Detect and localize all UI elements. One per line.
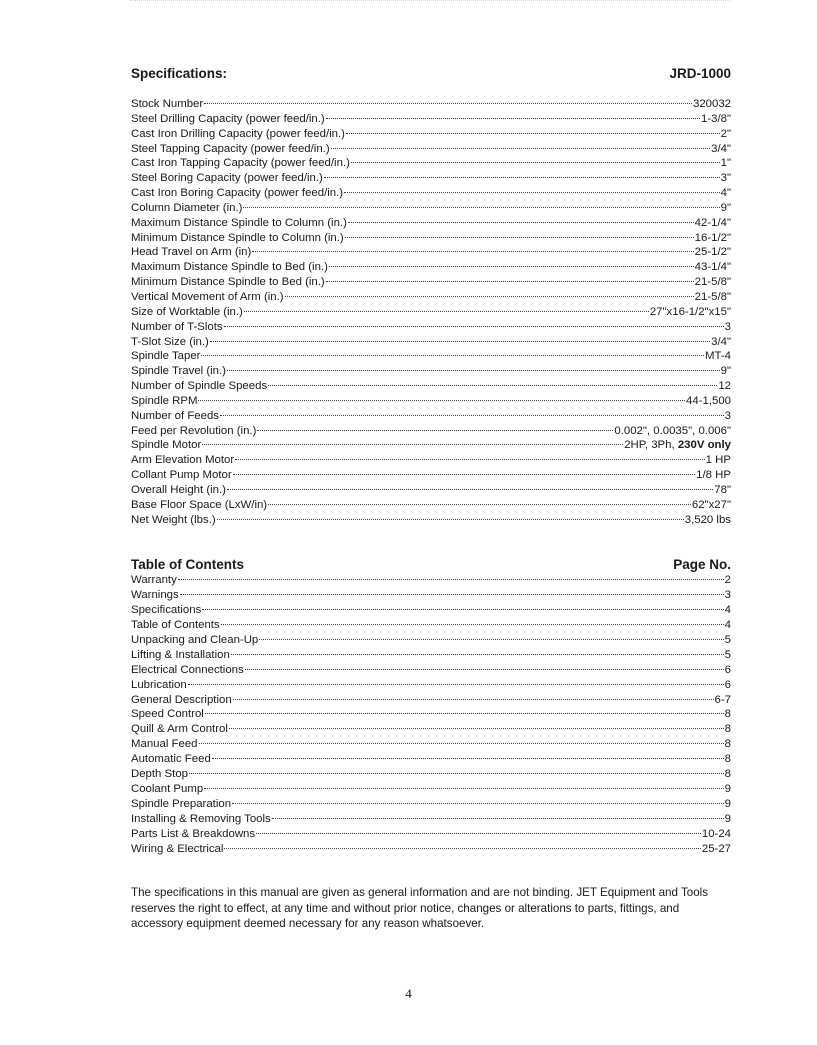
toc-row-value: 6 (724, 678, 731, 691)
toc-row (131, 618, 731, 633)
dot-leader (178, 579, 724, 580)
toc-row (131, 797, 731, 812)
dot-leader (252, 251, 693, 252)
spec-row (131, 97, 731, 112)
toc-row-label: Lifting & Installation (131, 648, 230, 661)
toc-row-value: 9 (724, 783, 731, 796)
toc-list (131, 573, 731, 857)
toc-row-label: Wiring & Electrical (131, 842, 224, 855)
dot-leader (272, 818, 724, 819)
spec-row-label: Overall Height (in.) (131, 483, 226, 496)
toc-row-label: Warnings (131, 588, 179, 601)
toc-row-value: 10-24 (701, 827, 731, 840)
dot-leader (233, 474, 696, 475)
spec-row-label: Collant Pump Motor (131, 469, 232, 482)
toc-row-label: Electrical Connections (131, 663, 244, 676)
dot-leader (229, 728, 724, 729)
spec-row-label: Spindle Taper (131, 350, 201, 363)
dot-leader (212, 758, 724, 759)
dot-leader (199, 743, 724, 744)
spec-row-label: Arm Elevation Motor (131, 454, 235, 467)
spec-row-label: Maximum Distance Spindle to Bed (in.) (131, 261, 328, 274)
specifications-header (131, 66, 731, 82)
dot-leader (227, 370, 720, 371)
dot-leader (259, 639, 723, 640)
toc-row (131, 782, 731, 797)
dot-leader (204, 788, 723, 789)
spec-row-value: 44-1,500 (686, 394, 731, 407)
toc-row (131, 812, 731, 827)
spec-row (131, 453, 731, 468)
dot-leader (224, 848, 700, 849)
dot-leader (221, 624, 724, 625)
spec-row-value: 12 (718, 380, 731, 393)
spec-row-value: 2" (720, 127, 731, 140)
spec-row-value: MT-4 (705, 350, 731, 363)
dot-leader (324, 177, 720, 178)
toc-row (131, 573, 731, 588)
spec-row (131, 498, 731, 513)
spec-row-value: 9" (720, 201, 731, 214)
toc-row-value: 2 (724, 574, 731, 586)
toc-row-value: 4 (724, 618, 731, 631)
spec-row-label: Feed per Revolution (in.) (131, 424, 257, 437)
spec-row-label: Number of Feeds (131, 409, 219, 422)
dot-leader (217, 519, 684, 520)
spec-row (131, 171, 731, 186)
dot-leader (189, 773, 724, 774)
toc-row (131, 737, 731, 752)
spec-row-label: Size of Worktable (in.) (131, 305, 243, 318)
spec-row (131, 513, 731, 528)
toc-row-value: 8 (724, 768, 731, 781)
spec-row-label: T-Slot Size (in.) (131, 335, 209, 348)
toc-row (131, 827, 731, 842)
spec-row-value: 27"x16-1/2"x15" (649, 305, 731, 318)
spec-row-value: 78" (714, 483, 731, 496)
toc-row (131, 752, 731, 767)
toc-row-value: 8 (724, 753, 731, 766)
toc-row-label: Lubrication (131, 678, 187, 691)
spec-row-label: Net Weight (lbs.) (131, 513, 216, 526)
dot-leader (256, 833, 701, 834)
toc-row (131, 663, 731, 678)
spec-row-value: 1" (720, 157, 731, 170)
spec-row (131, 394, 731, 409)
spec-row-label: Cast Iron Boring Capacity (power feed/in.) (131, 187, 344, 200)
dot-leader (202, 609, 723, 610)
dot-leader (345, 237, 694, 238)
toc-row-label: Speed Control (131, 708, 204, 721)
spec-row-value: 3 (724, 320, 731, 333)
spec-row (131, 216, 731, 231)
spec-row (131, 305, 731, 320)
dot-leader (244, 311, 649, 312)
dot-leader (220, 415, 724, 416)
toc-row (131, 648, 731, 663)
dot-leader (201, 355, 704, 356)
spec-row-label: Spindle Travel (in.) (131, 365, 226, 378)
dot-leader (257, 430, 613, 431)
spec-row-label: Steel Drilling Capacity (power feed/in.) (131, 112, 325, 125)
toc-row-value: 9 (724, 798, 731, 811)
spec-row (131, 127, 731, 142)
dot-leader (227, 489, 713, 490)
dot-leader (198, 400, 685, 401)
toc-row-value: 5 (724, 648, 731, 661)
dot-leader (188, 684, 724, 685)
dot-leader (180, 594, 724, 595)
spec-row (131, 260, 731, 275)
toc-row-label: Unpacking and Clean-Up (131, 633, 259, 646)
spec-row-value: 21-5/8" (694, 290, 731, 303)
spec-row (131, 335, 731, 350)
page-number: 4 (405, 986, 412, 1001)
spec-row-label: Head Travel on Arm (in) (131, 246, 252, 259)
dot-leader (351, 162, 720, 163)
spec-row-label: Minimum Distance Spindle to Bed (in.) (131, 276, 325, 289)
toc-row-label: Warranty (131, 574, 177, 586)
spec-row-label: Cast Iron Drilling Capacity (power feed/in.) (131, 127, 345, 140)
spec-row-value: 21-5/8" (694, 276, 731, 289)
dot-leader (231, 654, 724, 655)
toc-row-label: Depth Stop (131, 768, 188, 781)
spec-row-value: 42-1/4" (694, 216, 731, 229)
dot-leader (202, 444, 623, 445)
dot-leader (344, 192, 720, 193)
toc-row (131, 707, 731, 722)
spec-row-label: Number of T-Slots (131, 320, 223, 333)
toc-row-value: 8 (724, 708, 731, 721)
spec-row (131, 349, 731, 364)
dot-leader (204, 103, 692, 104)
spec-row-value: 0.002", 0.0035", 0.006" (614, 424, 731, 437)
spec-row (131, 424, 731, 439)
spec-row-value-emphasis: 230V only (677, 439, 731, 452)
spec-row (131, 290, 731, 305)
toc-row (131, 633, 731, 648)
toc-row-label: Table of Contents (131, 618, 220, 631)
toc-row-value: 5 (724, 633, 731, 646)
toc-row-value: 8 (724, 738, 731, 751)
spec-row-value: 3/4" (711, 335, 731, 348)
dot-leader (205, 713, 724, 714)
toc-row-label: Automatic Feed (131, 753, 211, 766)
dot-leader (329, 266, 694, 267)
spec-row-label: Spindle RPM (131, 394, 198, 407)
toc-row-label: Quill & Arm Control (131, 723, 228, 736)
spec-row-label: Stock Number (131, 98, 204, 110)
spec-row (131, 186, 731, 201)
dot-leader (245, 669, 724, 670)
toc-row-value: 4 (724, 603, 731, 616)
toc-row-value: 9 (724, 813, 731, 825)
spec-row-label: Cast Iron Tapping Capacity (power feed/in.) (131, 157, 350, 170)
spec-row (131, 275, 731, 290)
toc-row-label: Installing & Removing Tools (131, 813, 271, 825)
disclaimer-text: The specifications in this manual are given as general information and are not binding. JET Equipment and Tools reserves the right to effect, at any time and without prior notice, changes or alterations to parts, fittings, and accessory equipment deemed necessary for any reason whatsoever. (131, 886, 709, 930)
spec-row-label: Minimum Distance Spindle to Column (in.) (131, 231, 344, 244)
spec-row-label: Vertical Movement of Arm (in.) (131, 290, 284, 303)
toc-row-value: 3 (724, 588, 731, 601)
toc-row-label: Parts List & Breakdowns (131, 827, 256, 840)
dot-leader (326, 118, 700, 119)
spec-row-value: 320032 (692, 98, 731, 110)
dot-leader (235, 459, 704, 460)
spec-row-label: Column Diameter (in.) (131, 201, 243, 214)
dot-leader (331, 148, 711, 149)
top-cutoff-rule (130, 0, 730, 4)
spec-row-label: Base Floor Space (LxW/in) (131, 498, 268, 511)
dot-leader (346, 133, 720, 134)
spec-row (131, 201, 731, 216)
toc-row-value: 6-7 (714, 693, 731, 706)
spec-row-label: Steel Tapping Capacity (power feed/in.) (131, 142, 330, 155)
dot-leader (210, 341, 710, 342)
dot-leader (348, 222, 694, 223)
toc-row-label: Coolant Pump (131, 783, 204, 796)
dot-leader (233, 699, 714, 700)
toc-row (131, 722, 731, 737)
toc-heading: Table of Contents (131, 557, 244, 572)
dot-leader (268, 385, 717, 386)
dot-leader (232, 803, 724, 804)
spec-row-value: 62"x27" (691, 498, 731, 511)
spec-row-value: 4" (720, 187, 731, 200)
spec-row-value: 3 (724, 409, 731, 422)
spec-row-value: 9" (720, 365, 731, 378)
toc-row-label: Specifications (131, 603, 202, 616)
toc-row-value: 6 (724, 663, 731, 676)
toc-header (131, 557, 731, 573)
toc-row (131, 588, 731, 603)
model-number: JRD-1000 (669, 66, 731, 81)
spec-row-value: 2HP, 3Ph, 230V only (624, 439, 731, 452)
dot-leader (243, 207, 719, 208)
toc-row-value: 25-27 (701, 842, 731, 855)
spec-row-label: Maximum Distance Spindle to Column (in.) (131, 216, 347, 229)
dot-leader (326, 281, 694, 282)
spec-row (131, 320, 731, 335)
spec-row-value: 1 HP (705, 454, 731, 467)
spec-row (131, 409, 731, 424)
spec-row (131, 156, 731, 171)
toc-row (131, 693, 731, 708)
dot-leader (224, 326, 724, 327)
spec-row-label: Number of Spindle Speeds (131, 380, 268, 393)
spec-row-value: 16-1/2" (694, 231, 731, 244)
spec-row-value: 3/4" (711, 142, 731, 155)
toc-row (131, 767, 731, 782)
spec-row (131, 483, 731, 498)
dot-leader (285, 296, 694, 297)
spec-row (131, 468, 731, 483)
spec-row-value: 1-3/8" (700, 112, 731, 125)
toc-row-label: Spindle Preparation (131, 798, 232, 811)
toc-page-heading: Page No. (673, 557, 731, 572)
spec-row-value: 3,520 lbs (684, 513, 731, 526)
specifications-list (131, 97, 731, 527)
spec-row (131, 364, 731, 379)
spec-row-value: 3" (720, 172, 731, 185)
toc-row-label: Manual Feed (131, 738, 198, 751)
spec-row-value: 1/8 HP (696, 469, 731, 482)
toc-row (131, 678, 731, 693)
toc-row (131, 842, 731, 857)
spec-row (131, 142, 731, 157)
spec-row (131, 112, 731, 127)
toc-row-label: General Description (131, 693, 232, 706)
toc-row-value: 8 (724, 723, 731, 736)
spec-row (131, 379, 731, 394)
toc-row (131, 603, 731, 618)
dot-leader (268, 504, 691, 505)
specifications-heading: Specifications: (131, 66, 228, 81)
spec-row-value: 43-1/4" (694, 261, 731, 274)
spec-row (131, 245, 731, 260)
spec-row-label: Spindle Motor (131, 439, 202, 452)
spec-row (131, 231, 731, 246)
spec-row (131, 438, 731, 453)
spec-row-label: Steel Boring Capacity (power feed/in.) (131, 172, 323, 185)
spec-row-value: 25-1/2" (694, 246, 731, 259)
